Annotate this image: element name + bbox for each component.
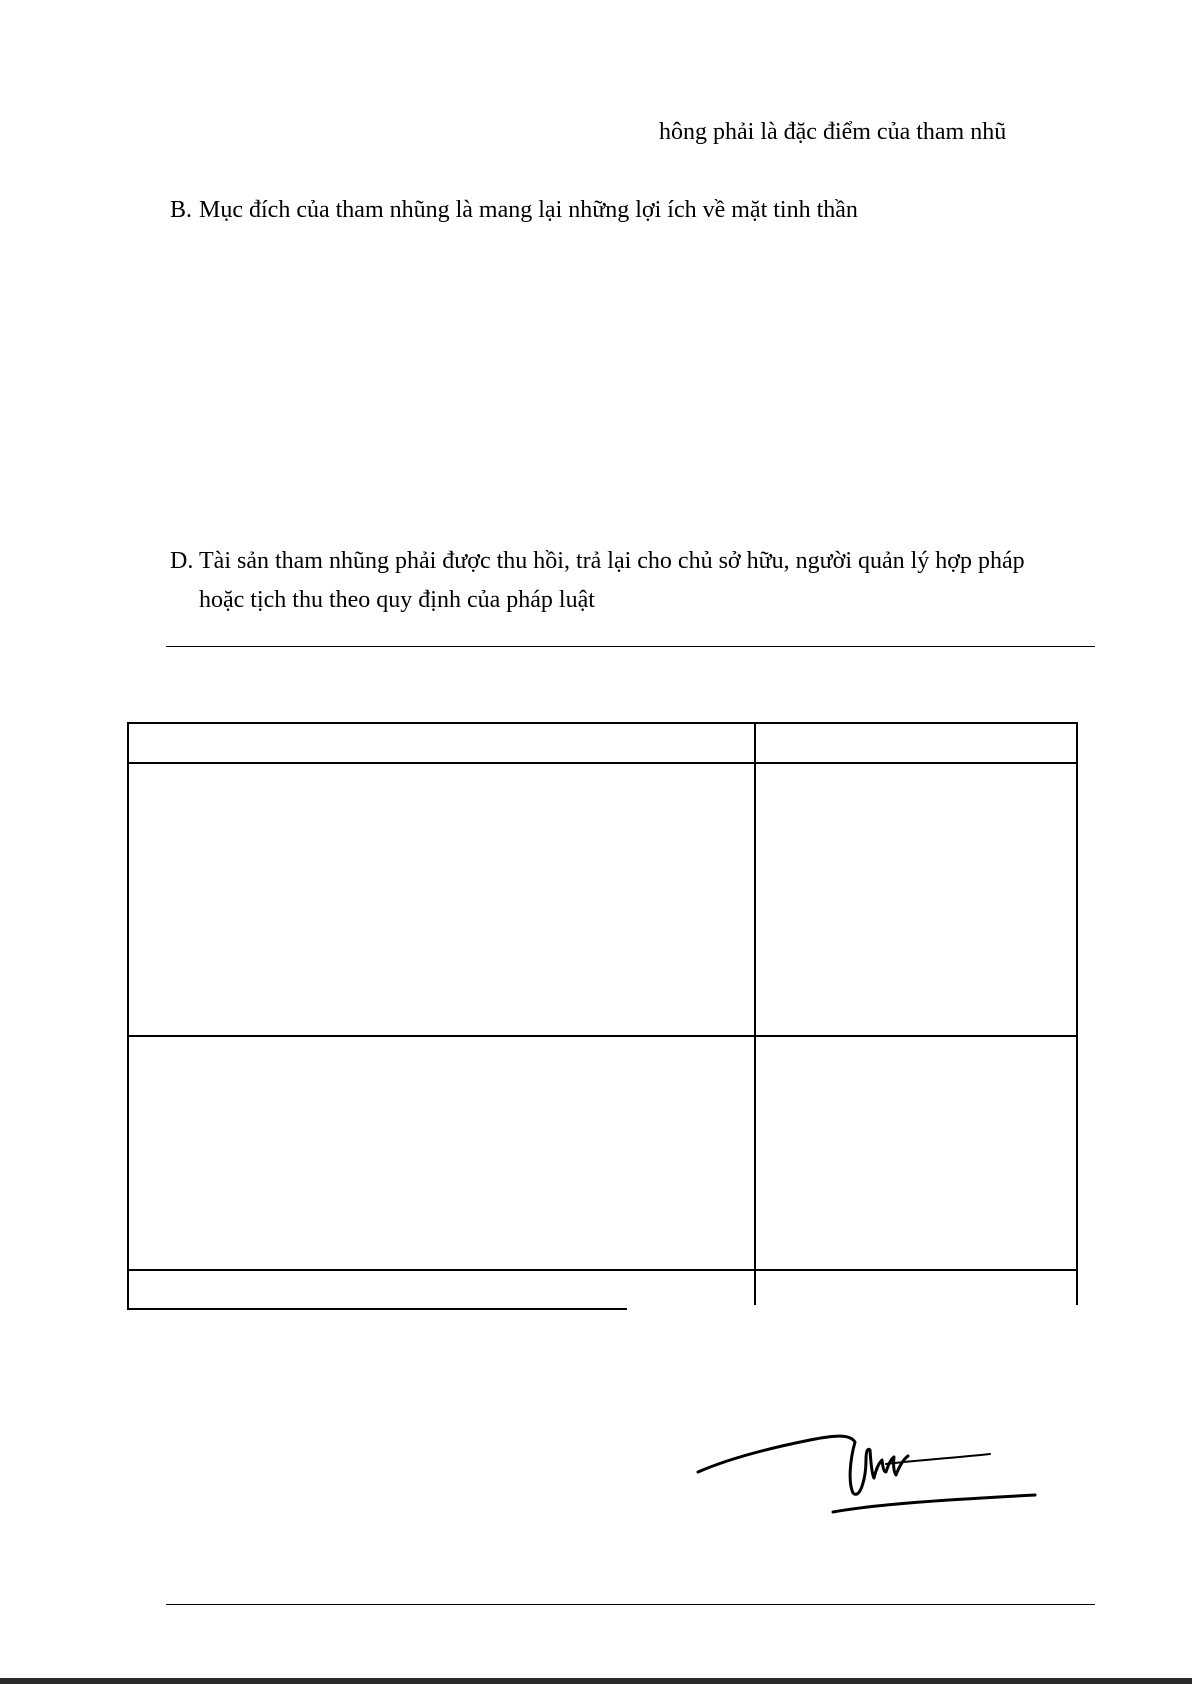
table-border-right: [1076, 722, 1078, 1305]
question-fragment: hông phải là đặc điểm của tham nhũ: [659, 119, 1007, 145]
option-b-text: Mục đích của tham nhũng là mang lại những lợi ích về mặt tinh thần: [199, 197, 858, 223]
table-border-top: [127, 722, 1077, 724]
table-row-divider: [127, 762, 1077, 764]
option-b-letter: B.: [170, 197, 193, 223]
section-divider: [166, 646, 1095, 647]
table-row-divider: [127, 1035, 1077, 1037]
table-border-left: [127, 722, 129, 1309]
option-d-letter: D.: [170, 548, 194, 574]
table-row-divider: [127, 1269, 1077, 1271]
option-d-text-line1: Tài sản tham nhũng phải được thu hồi, trả lại cho chủ sở hữu, người quản lý hợp pháp: [199, 548, 1025, 574]
page-edge-strip: [0, 1678, 1192, 1684]
answer-table: [127, 722, 1077, 1305]
footer-divider: [166, 1604, 1095, 1605]
signature: [690, 1420, 1040, 1520]
option-d-text-line2: hoặc tịch thu theo quy định của pháp luật: [199, 587, 595, 613]
table-border-bottom-partial: [127, 1308, 627, 1310]
table-column-divider: [754, 722, 756, 1305]
